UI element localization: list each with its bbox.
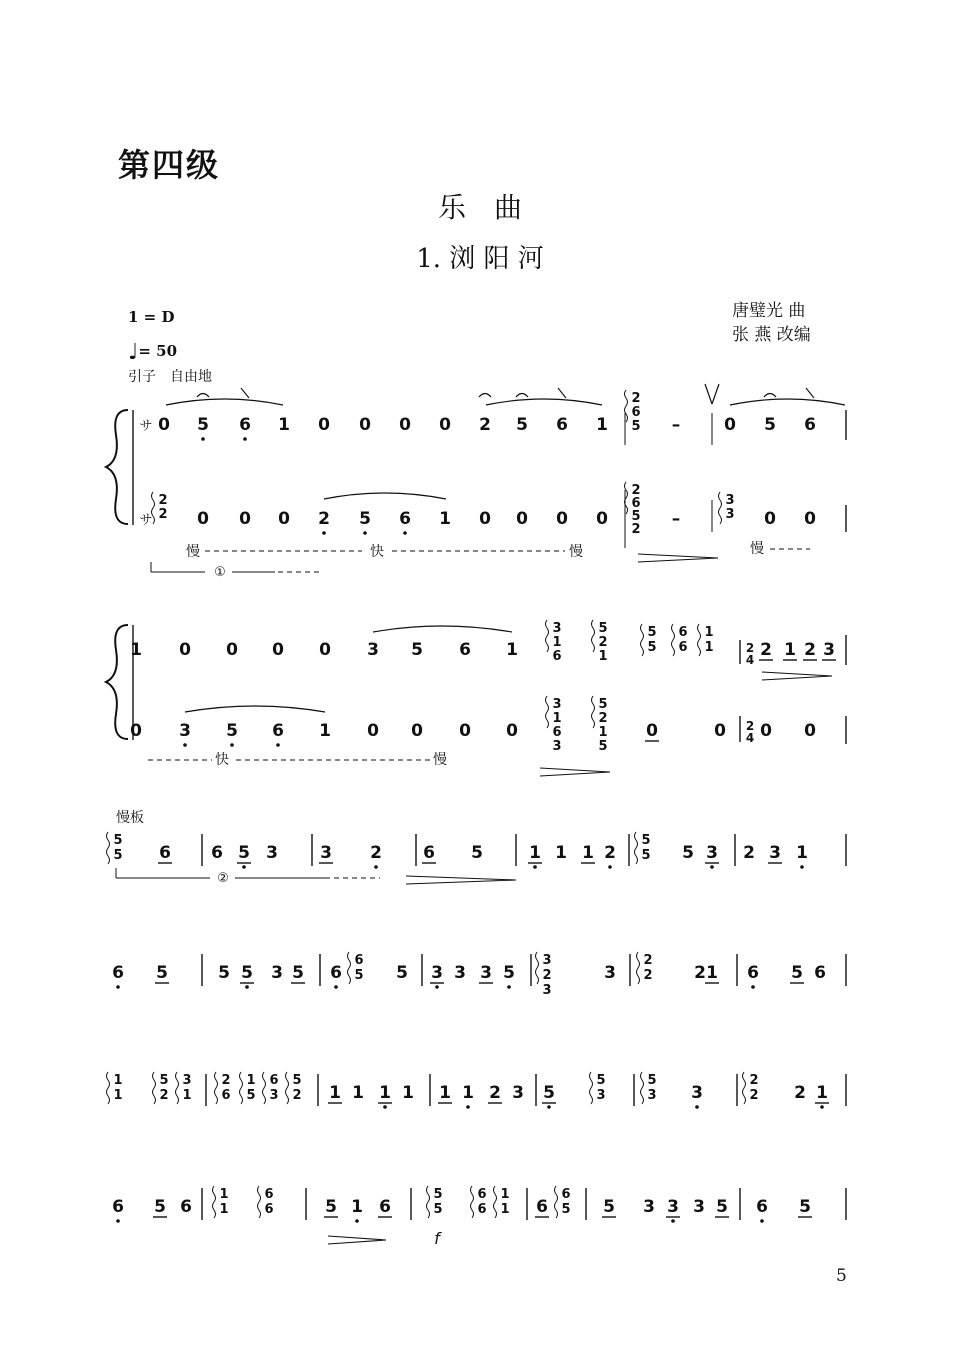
chord: 5 xyxy=(641,848,651,863)
lower-note: 5 xyxy=(359,509,371,529)
arpeggio-mark xyxy=(592,696,595,728)
melody-note: 5 xyxy=(471,843,483,863)
diminuendo-hairpin xyxy=(328,1236,386,1244)
low-octave-dot xyxy=(363,531,367,535)
chord: 6 xyxy=(631,496,641,511)
melody-note: 2 xyxy=(743,843,755,863)
melody-note: 6 xyxy=(159,843,171,863)
chord: 1 xyxy=(500,1187,510,1202)
melody-note: 5 xyxy=(241,963,253,983)
low-octave-dot xyxy=(671,1219,675,1223)
lower-note: 0 xyxy=(459,721,471,741)
melody-note: 3 xyxy=(691,1083,703,1103)
chord: 5 xyxy=(647,625,657,640)
diminuendo-hairpin xyxy=(762,672,832,680)
chord: 6 xyxy=(678,625,688,640)
tempo-word-fast: 快 xyxy=(370,544,384,560)
chord: 5 xyxy=(641,833,651,848)
chord: 1 xyxy=(219,1187,229,1202)
chord: 5 xyxy=(433,1187,443,1202)
upper-note: 5 xyxy=(516,415,528,435)
chord: 2 xyxy=(749,1073,759,1088)
crescendo-hairpin xyxy=(406,876,516,884)
arpeggio-mark xyxy=(107,832,110,864)
lower-note: 0 xyxy=(760,721,772,741)
chord: 5 xyxy=(561,1202,571,1217)
arpeggio-mark xyxy=(555,1186,558,1218)
melody-note: 5 xyxy=(156,963,168,983)
melody-note: 5 xyxy=(154,1197,166,1217)
melody-note: 5 xyxy=(603,1197,615,1217)
lower-note: 0 xyxy=(367,721,379,741)
melody-note: 5 xyxy=(543,1083,555,1103)
quarter-note-icon: ♩ xyxy=(128,339,139,365)
upper-note: 3 xyxy=(823,640,835,660)
low-octave-dot xyxy=(116,1219,120,1223)
chord: 5 xyxy=(596,1073,606,1088)
arpeggio-mark xyxy=(176,1072,179,1104)
arpeggio-mark xyxy=(494,1186,497,1218)
melody-note: 3 xyxy=(320,843,332,863)
upper-note: 0 xyxy=(319,640,331,660)
low-octave-dot xyxy=(760,1219,764,1223)
melody-note: 3 xyxy=(512,1083,524,1103)
chord: 1 xyxy=(113,1073,123,1088)
low-octave-dot xyxy=(608,865,612,869)
chord: 3 xyxy=(552,697,562,712)
melody-note: 2 xyxy=(604,843,616,863)
upper-note: 0 xyxy=(724,415,736,435)
upper-note: 0 xyxy=(318,415,330,435)
chord: 5 xyxy=(598,621,608,636)
melody-note: 1 xyxy=(351,1197,363,1217)
chord: 3 xyxy=(552,739,562,754)
chord: 2 xyxy=(631,483,641,498)
bow-mark xyxy=(516,394,528,398)
chord: 1 xyxy=(704,625,714,640)
melody-note: 5 xyxy=(218,963,230,983)
arpeggio-mark xyxy=(213,1186,216,1218)
upper-note: 0 xyxy=(399,415,411,435)
arranger-credit: 张 燕 改编 xyxy=(732,325,811,345)
low-octave-dot xyxy=(322,531,326,535)
upper-note: 5 xyxy=(411,640,423,660)
arpeggio-mark xyxy=(153,1072,156,1104)
chord: 6 xyxy=(678,640,688,655)
low-octave-dot xyxy=(507,985,511,989)
melody-note: 6 xyxy=(814,963,826,983)
position-marker-two: ② xyxy=(217,871,229,886)
chord: 3 xyxy=(542,953,552,968)
page-number: 5 xyxy=(836,1266,847,1286)
upper-note: 2 xyxy=(804,640,816,660)
chord: 3 xyxy=(725,507,735,522)
low-octave-dot xyxy=(355,1219,359,1223)
chord: 1 xyxy=(113,1088,123,1103)
tempo-word-slow: 慢 xyxy=(186,544,200,560)
arpeggio-mark xyxy=(546,620,549,652)
upper-note: 6 xyxy=(239,415,251,435)
phrase-slur xyxy=(486,399,602,405)
lower-note: 1 xyxy=(439,509,451,529)
melody-note: 5 xyxy=(396,963,408,983)
chord: 5 xyxy=(647,640,657,655)
arpeggio-mark xyxy=(240,1072,243,1104)
upper-note: 6 xyxy=(804,415,816,435)
chord: 6 xyxy=(264,1202,274,1217)
arpeggio-mark xyxy=(258,1186,261,1218)
lower-note: 0 xyxy=(239,509,251,529)
upper-note: 6 xyxy=(459,640,471,660)
chord: 3 xyxy=(596,1088,606,1103)
melody-note: 2 xyxy=(370,843,382,863)
tempo-word-slow: 慢 xyxy=(569,544,583,560)
phrase-slur xyxy=(324,493,446,499)
lower-note: 0 xyxy=(479,509,491,529)
upper-note: 0 xyxy=(158,415,170,435)
chord: 3 xyxy=(552,621,562,636)
dynamic-forte: f xyxy=(434,1229,440,1248)
low-octave-dot xyxy=(466,1105,470,1109)
low-octave-dot xyxy=(751,985,755,989)
low-octave-dot xyxy=(695,1105,699,1109)
lower-note: 0 xyxy=(804,721,816,741)
chord: 6 xyxy=(264,1187,274,1202)
lower-note: 0 xyxy=(516,509,528,529)
upper-note: 0 xyxy=(359,415,371,435)
melody-note: 1 xyxy=(352,1083,364,1103)
lower-note: 0 xyxy=(804,509,816,529)
chord: 2 xyxy=(598,711,608,726)
upper-note: 1 xyxy=(596,415,608,435)
upper-note: 0 xyxy=(439,415,451,435)
chord: 1 xyxy=(552,711,562,726)
melody-note: 5 xyxy=(791,963,803,983)
breath-mark xyxy=(705,384,712,404)
melody-note: 6 xyxy=(379,1197,391,1217)
low-octave-dot xyxy=(183,743,187,747)
lower-note: 0 xyxy=(130,721,142,741)
melody-note: 1 xyxy=(379,1083,391,1103)
tempo-word-slow: 慢 xyxy=(433,752,447,768)
melody-note: 6 xyxy=(536,1197,548,1217)
low-octave-dot xyxy=(230,743,234,747)
melody-note: 3 xyxy=(266,843,278,863)
upper-note: 2 xyxy=(479,415,491,435)
melody-note: 6 xyxy=(112,1197,124,1217)
lower-note: 2 xyxy=(318,509,330,529)
chord: 2 xyxy=(159,1088,169,1103)
section-heading: 乐 曲 xyxy=(437,191,522,224)
chord: 6 xyxy=(631,405,641,420)
melody-note: 5 xyxy=(716,1197,728,1217)
chord: 1 xyxy=(598,725,608,740)
chord: 3 xyxy=(182,1073,192,1088)
position-marker-one: ① xyxy=(214,565,226,580)
melody-note: 3 xyxy=(480,963,492,983)
chord: 1 xyxy=(246,1073,256,1088)
chord: 3 xyxy=(269,1088,279,1103)
arpeggio-mark xyxy=(471,1186,474,1218)
melody-note: 3 xyxy=(667,1197,679,1217)
composer-credit: 唐璧光 曲 xyxy=(732,301,806,321)
chord: 6 xyxy=(477,1202,487,1217)
upper-note: – xyxy=(671,415,681,435)
arpeggio-mark xyxy=(427,1186,430,1218)
melody-note: 5 xyxy=(799,1197,811,1217)
melody-note: 3 xyxy=(643,1197,655,1217)
melody-note: 1 xyxy=(529,843,541,863)
chord: 3 xyxy=(725,493,735,508)
phrase-slur xyxy=(373,626,512,632)
melody-note: 5 xyxy=(238,843,250,863)
lower-note: 0 xyxy=(646,721,658,741)
upper-note: 2 xyxy=(760,640,772,660)
time-signature-top: 2 xyxy=(745,641,755,655)
tempo-word-slow: 慢 xyxy=(750,541,764,557)
chord: 6 xyxy=(552,649,562,664)
low-octave-dot xyxy=(242,865,246,869)
chord: 3 xyxy=(542,983,552,998)
chord: 5 xyxy=(246,1088,256,1103)
fingering-mark xyxy=(558,388,566,398)
upper-note: 0 xyxy=(179,640,191,660)
chord: 2 xyxy=(542,968,552,983)
diminuendo-hairpin xyxy=(638,554,718,562)
system-brace xyxy=(106,625,128,739)
chord: 5 xyxy=(354,968,364,983)
melody-note: 1 xyxy=(796,843,808,863)
chord: 2 xyxy=(221,1073,231,1088)
fingering-mark xyxy=(806,388,814,398)
chord: 2 xyxy=(158,507,168,522)
melody-note: 3 xyxy=(454,963,466,983)
arpeggio-mark xyxy=(641,624,644,656)
arpeggio-mark xyxy=(286,1072,289,1104)
upper-note: 0 xyxy=(226,640,238,660)
chord: 6 xyxy=(354,953,364,968)
arpeggio-mark xyxy=(592,620,595,652)
chord: 5 xyxy=(631,509,641,524)
arpeggio-mark xyxy=(743,1072,746,1104)
tempo-word-manban: 慢板 xyxy=(116,810,144,826)
low-octave-dot xyxy=(547,1105,551,1109)
lower-note: 0 xyxy=(411,721,423,741)
chord: 2 xyxy=(292,1088,302,1103)
arpeggio-mark xyxy=(719,492,722,524)
low-octave-dot xyxy=(533,865,537,869)
arpeggio-mark xyxy=(215,1072,218,1104)
tempo-value: = 50 xyxy=(138,342,178,360)
melody-note: 3 xyxy=(431,963,443,983)
grade-level-heading: 第四级 xyxy=(118,146,221,184)
lower-note: 0 xyxy=(714,721,726,741)
melody-note: 6 xyxy=(747,963,759,983)
low-octave-dot xyxy=(435,985,439,989)
chord: 3 xyxy=(647,1088,657,1103)
lower-note: 5 xyxy=(226,721,238,741)
upper-note: 1 xyxy=(506,640,518,660)
chord: 5 xyxy=(647,1073,657,1088)
melody-note: 1 xyxy=(706,963,718,983)
lower-note: 0 xyxy=(764,509,776,529)
chord: 1 xyxy=(500,1202,510,1217)
chord: 5 xyxy=(113,833,123,848)
upper-note: 6 xyxy=(556,415,568,435)
bow-mark xyxy=(764,394,776,398)
lower-note: 0 xyxy=(556,509,568,529)
chord: 2 xyxy=(631,522,641,537)
melody-note: 3 xyxy=(769,843,781,863)
upper-note: 1 xyxy=(784,640,796,660)
time-signature-top: 2 xyxy=(745,719,755,733)
chord: 2 xyxy=(749,1088,759,1103)
phrase-slur xyxy=(166,399,283,405)
low-octave-dot xyxy=(243,437,247,441)
melody-note: 1 xyxy=(582,843,594,863)
chord: 2 xyxy=(631,391,641,406)
upper-note: 1 xyxy=(278,415,290,435)
chord: 6 xyxy=(561,1187,571,1202)
time-signature-bottom: 4 xyxy=(745,653,755,667)
chord: 1 xyxy=(704,640,714,655)
lower-note: 0 xyxy=(506,721,518,741)
low-octave-dot xyxy=(383,1105,387,1109)
intro-instruction: 引子 自由地 xyxy=(128,369,212,385)
tremolo-mark: サ xyxy=(139,513,153,528)
time-signature-bottom: 4 xyxy=(745,731,755,745)
arpeggio-mark xyxy=(672,624,675,656)
bow-mark xyxy=(479,394,491,398)
chord: 5 xyxy=(631,419,641,434)
melody-note: 5 xyxy=(682,843,694,863)
tremolo-mark: サ xyxy=(139,419,153,434)
chord: 2 xyxy=(158,493,168,508)
melody-note: 1 xyxy=(555,843,567,863)
melody-note: 5 xyxy=(325,1197,337,1217)
chord: 5 xyxy=(159,1073,169,1088)
low-octave-dot xyxy=(374,865,378,869)
low-octave-dot xyxy=(403,531,407,535)
chord: 6 xyxy=(269,1073,279,1088)
melody-note: 6 xyxy=(756,1197,768,1217)
chord: 5 xyxy=(433,1202,443,1217)
arpeggio-mark xyxy=(348,952,351,984)
arpeggio-mark xyxy=(263,1072,266,1104)
lower-note: – xyxy=(671,509,681,529)
melody-note: 5 xyxy=(503,963,515,983)
arpeggio-mark xyxy=(107,1072,110,1104)
lower-note: 6 xyxy=(272,721,284,741)
low-octave-dot xyxy=(334,985,338,989)
melody-note: 1 xyxy=(402,1083,414,1103)
phrase-slur xyxy=(185,706,325,712)
melody-note: 3 xyxy=(706,843,718,863)
song-title: 1. 浏 阳 河 xyxy=(416,244,544,274)
lower-note: 0 xyxy=(596,509,608,529)
low-octave-dot xyxy=(245,985,249,989)
melody-note: 1 xyxy=(816,1083,828,1103)
chord: 6 xyxy=(221,1088,231,1103)
melody-note: 3 xyxy=(693,1197,705,1217)
fingering-mark xyxy=(241,388,249,398)
low-octave-dot xyxy=(800,865,804,869)
lower-note: 0 xyxy=(197,509,209,529)
melody-note: 3 xyxy=(271,963,283,983)
melody-note: 1 xyxy=(329,1083,341,1103)
melody-note: 2 xyxy=(694,963,706,983)
melody-note: 6 xyxy=(112,963,124,983)
lower-note: 1 xyxy=(319,721,331,741)
melody-note: 6 xyxy=(211,843,223,863)
low-octave-dot xyxy=(276,743,280,747)
arpeggio-mark xyxy=(635,832,638,864)
tempo-word-fast: 快 xyxy=(215,752,229,768)
melody-note: 2 xyxy=(794,1083,806,1103)
lower-note: 6 xyxy=(399,509,411,529)
breath-mark xyxy=(712,384,719,404)
melody-note: 1 xyxy=(439,1083,451,1103)
chord: 5 xyxy=(292,1073,302,1088)
chord: 6 xyxy=(477,1187,487,1202)
arpeggio-mark xyxy=(698,624,701,656)
diminuendo-hairpin xyxy=(540,768,610,776)
melody-note: 6 xyxy=(330,963,342,983)
upper-note: 5 xyxy=(197,415,209,435)
chord: 6 xyxy=(552,725,562,740)
key-signature: 1 = D xyxy=(128,308,175,326)
arpeggio-mark xyxy=(590,1072,593,1104)
lower-note: 0 xyxy=(278,509,290,529)
bow-mark xyxy=(197,394,209,398)
system-brace xyxy=(106,410,128,524)
lower-note: 3 xyxy=(179,721,191,741)
upper-note: 5 xyxy=(764,415,776,435)
melody-note: 1 xyxy=(462,1083,474,1103)
upper-note: 0 xyxy=(272,640,284,660)
upper-note: 1 xyxy=(130,640,142,660)
upper-note: 3 xyxy=(367,640,379,660)
chord: 5 xyxy=(113,848,123,863)
low-octave-dot xyxy=(710,865,714,869)
chord: 2 xyxy=(643,953,653,968)
low-octave-dot xyxy=(820,1105,824,1109)
chord: 5 xyxy=(598,739,608,754)
chord: 1 xyxy=(219,1202,229,1217)
chord: 1 xyxy=(552,635,562,650)
arpeggio-mark xyxy=(536,952,539,984)
arpeggio-mark xyxy=(546,696,549,728)
arpeggio-mark xyxy=(637,952,640,984)
chord: 1 xyxy=(182,1088,192,1103)
phrase-slur xyxy=(730,399,845,405)
low-octave-dot xyxy=(201,437,205,441)
arpeggio-mark xyxy=(641,1072,644,1104)
melody-note: 2 xyxy=(489,1083,501,1103)
chord: 1 xyxy=(598,649,608,664)
chord: 5 xyxy=(598,697,608,712)
melody-note: 6 xyxy=(180,1197,192,1217)
chord: 2 xyxy=(598,635,608,650)
chord: 2 xyxy=(643,968,653,983)
melody-note: 3 xyxy=(604,963,616,983)
low-octave-dot xyxy=(116,985,120,989)
melody-note: 6 xyxy=(423,843,435,863)
melody-note: 5 xyxy=(292,963,304,983)
